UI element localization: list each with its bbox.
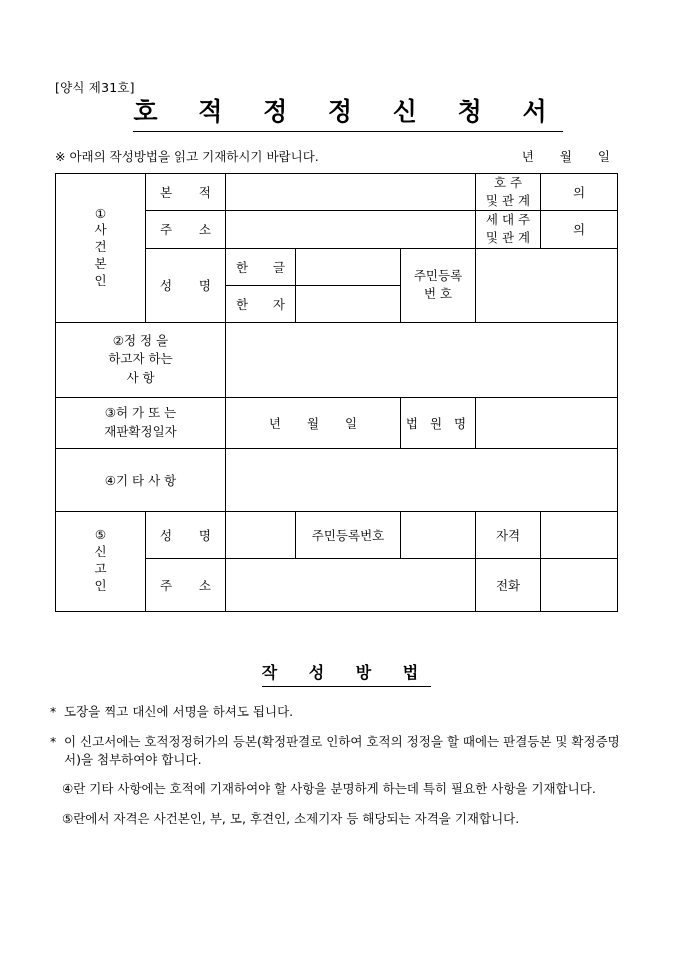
section2-label-line3: 사 항 xyxy=(126,369,155,385)
phone-input-cell[interactable] xyxy=(541,558,618,611)
juso-label xyxy=(146,220,225,238)
list-item xyxy=(50,810,630,828)
applicant-name-input-cell[interactable] xyxy=(226,511,296,558)
applicant-jumin-label-cell xyxy=(296,511,401,558)
section4-label-cell xyxy=(56,448,226,511)
jagyeok-label: 자격 xyxy=(495,527,521,543)
jumin-label-cell xyxy=(401,248,476,322)
applicant-address-label xyxy=(146,576,225,594)
hangeul-name-input-cell[interactable] xyxy=(296,248,401,285)
section1-label-line: 사 xyxy=(94,222,107,238)
name-label-a: 성 xyxy=(160,278,173,293)
sedaeju-label-line2: 및 관 계 xyxy=(485,230,531,246)
hangeul-label xyxy=(226,258,295,276)
date-day-label: 일 xyxy=(597,149,611,164)
hoju-relation-cell[interactable]: 의 xyxy=(541,174,618,211)
date-year-label: 년 xyxy=(521,149,535,164)
note-marker: * xyxy=(50,733,57,749)
juso-label-b: 소 xyxy=(198,222,211,238)
section3-label-cell xyxy=(56,397,226,448)
applicant-jumin-input-cell[interactable] xyxy=(401,511,476,558)
applicant-name-label-b: 명 xyxy=(198,527,211,543)
section3-label-line1: ③허 가 또 는 xyxy=(104,405,177,421)
section2-label xyxy=(56,332,225,386)
jumin-label xyxy=(401,267,475,303)
section2-input-cell[interactable] xyxy=(226,322,618,397)
note-text: 이 신고서에는 호적정정허가의 등본(확정판결로 인하여 호적의 정정을 할 때에는 판결등본 및 확정증명서)을 첨부하여야 합니다. xyxy=(64,733,620,767)
howto-notes-list xyxy=(50,703,630,840)
notice-text: ※ 아래의 작성방법을 읽고 기재하시기 바랍니다. xyxy=(55,149,319,164)
hoju-label-cell xyxy=(476,174,541,211)
section1-label-cell xyxy=(56,174,146,323)
section3-day-label: 일 xyxy=(345,415,369,431)
hanja-label-a: 한 xyxy=(236,296,249,312)
applicant-address-input-cell[interactable] xyxy=(226,558,476,611)
section5-label-line: ⑤ xyxy=(94,527,107,543)
applicant-address-label-cell xyxy=(146,558,226,611)
table-row xyxy=(56,397,618,448)
note-marker: * xyxy=(50,704,57,719)
section3-date-line xyxy=(226,414,400,432)
section2-label-line1: ②정 정 을 xyxy=(112,333,169,349)
section5-label xyxy=(56,527,145,595)
bonjeok-label-b: 적 xyxy=(198,185,211,201)
juso-input-cell[interactable] xyxy=(226,211,476,248)
section2-label-cell xyxy=(56,322,226,397)
section4-input-cell[interactable] xyxy=(226,448,618,511)
name-label-cell xyxy=(146,248,226,322)
applicant-address-label-b: 소 xyxy=(198,577,211,593)
notice-row xyxy=(55,147,617,165)
hoju-label-line1: 호 주 xyxy=(493,175,523,190)
section3-date-cell[interactable] xyxy=(226,397,401,448)
sedaeju-label-line1: 세 대 주 xyxy=(485,212,531,228)
bonjeok-input-cell[interactable] xyxy=(226,174,476,211)
hoju-label xyxy=(476,174,540,210)
table-row xyxy=(56,174,618,211)
note-text: 도장을 찍고 대신에 서명을 하셔도 됩니다. xyxy=(64,704,294,719)
section1-label xyxy=(56,206,145,290)
section5-label-line: 신 xyxy=(94,544,107,560)
howto-section-title xyxy=(0,660,680,683)
section3-month-label: 월 xyxy=(306,415,331,431)
hangeul-label-a: 한 xyxy=(236,259,249,275)
jagyeok-input-cell[interactable] xyxy=(541,511,618,558)
list-item xyxy=(50,733,630,769)
section3-year-label: 년 xyxy=(268,415,292,431)
jumin-input-cell[interactable] xyxy=(476,248,618,322)
section5-label-cell xyxy=(56,511,146,611)
applicant-jumin-label: 주민등록번호 xyxy=(311,527,385,543)
table-row xyxy=(56,511,618,558)
page-title-text: 호 적 정 정 신 청 서 xyxy=(133,97,562,132)
section2-label-line2: 하고자 하는 xyxy=(108,351,173,367)
date-month-label: 월 xyxy=(559,149,573,164)
hoju-label-line2: 및 관 계 xyxy=(485,193,531,209)
hangeul-label-b: 글 xyxy=(272,259,285,275)
date-entry-line xyxy=(522,147,617,165)
bonjeok-label-cell xyxy=(146,174,226,211)
phone-label: 전화 xyxy=(495,577,521,593)
name-label xyxy=(146,276,225,294)
hanja-label-b: 자 xyxy=(272,296,285,312)
applicant-name-label-cell xyxy=(146,511,226,558)
bonjeok-label xyxy=(146,183,225,201)
list-item xyxy=(50,703,630,721)
section1-label-line: ① xyxy=(94,205,107,221)
section1-label-line: 인 xyxy=(94,273,107,289)
section4-label: ④기 타 사 항 xyxy=(104,472,177,488)
juso-label-cell xyxy=(146,211,226,248)
court-label-cell xyxy=(401,397,476,448)
bonjeok-label-a: 본 xyxy=(160,185,173,201)
table-row xyxy=(56,448,618,511)
jagyeok-label-cell xyxy=(476,511,541,558)
note-text: ④란 기타 사항에는 호적에 기재하여야 할 사항을 분명하게 하는데 특히 필요한 사항을 기재합니다. xyxy=(62,781,596,797)
section1-label-line: 본 xyxy=(94,256,107,272)
applicant-name-label-a: 성 xyxy=(160,527,173,543)
page-title xyxy=(0,92,680,128)
applicant-address-label-a: 주 xyxy=(160,577,173,593)
hanja-name-input-cell[interactable] xyxy=(296,285,401,322)
court-input-cell[interactable] xyxy=(476,397,618,448)
hanja-label xyxy=(226,295,295,313)
section3-label xyxy=(56,404,225,440)
court-label: 법 원 명 xyxy=(405,415,471,431)
howto-section-title-text: 작 성 방 법 xyxy=(262,663,432,687)
jumin-label-line2: 번 호 xyxy=(423,286,453,301)
juso-label-a: 주 xyxy=(160,222,173,238)
table-row xyxy=(56,322,618,397)
list-item xyxy=(50,780,630,798)
sedaeju-label xyxy=(476,211,540,247)
application-form-table xyxy=(55,173,618,612)
hangeul-label-cell xyxy=(226,248,296,285)
sedaeju-label-cell xyxy=(476,211,541,248)
section5-label-line: 고 xyxy=(94,561,107,576)
phone-label-cell xyxy=(476,558,541,611)
hanja-label-cell xyxy=(226,285,296,322)
sedaeju-relation-cell[interactable]: 의 xyxy=(541,211,618,248)
form-code-label: [양식 제31호] xyxy=(55,80,135,95)
note-text: ⑤란에서 자격은 사건본인, 부, 모, 후견인, 소제기자 등 해당되는 자격을 기재합니다. xyxy=(62,811,520,826)
applicant-name-label xyxy=(146,526,225,544)
name-label-b: 명 xyxy=(198,278,211,293)
section3-label-line2: 재판확정일자 xyxy=(104,423,177,439)
section1-label-line: 건 xyxy=(94,239,107,255)
section5-label-line: 인 xyxy=(94,577,107,593)
jumin-label-line1: 주민등록 xyxy=(413,267,463,283)
